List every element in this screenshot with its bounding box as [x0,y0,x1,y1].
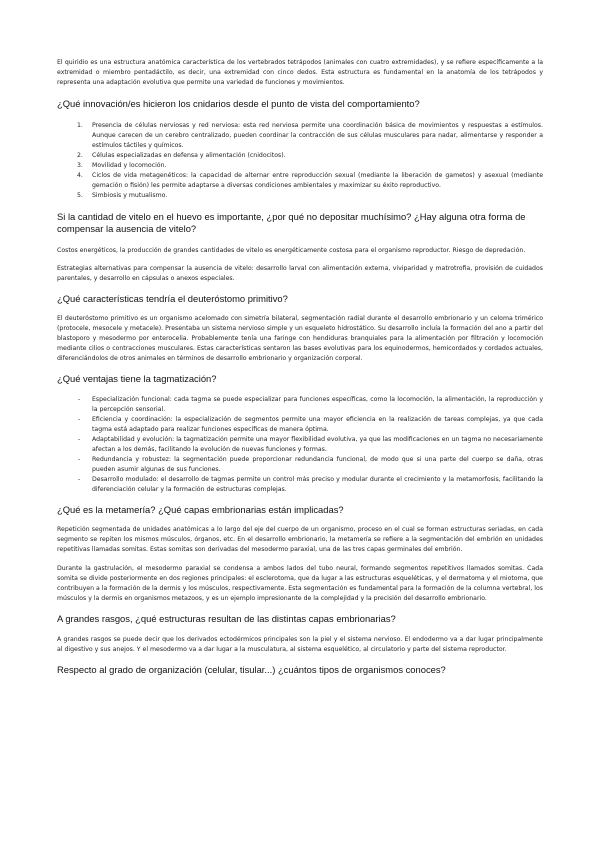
list-item: - Adaptabilidad y evolución: la tagmatización permite una mayor flexibilidad evolutiva, ya que las modificaciones en un tagma no necesariamente afectan a los demás, facilitando la evolución de nuevas funciones y formas. [78,435,543,453]
metameria-paragraph-1: Repetición segmentada de unidades anatómicas a lo largo del eje del cuerpo de un organismo, proceso en el cual se forman estructuras seriadas, en cada segmento se repiten los mismos músculos, órganos, etc. En el desarrollo embrionario, la metamería se refiere a la segmentación del embrión en unidades repetitivas llamadas somitas. Estas somitas son derivadas del mesodermo paraxial, una de las tres capas germinales del embrión. [57,526,543,553]
metameria-paragraph-2: Durante la gastrulación, el mesodermo paraxial se condensa a ambos lados del tubo neural, formando segmentos repetitivos llamados somitas. Cada somita se divide posteriormente en dos regiones principales: el esclerotoma, que da lugar a las estructuras esqueléticas, y el dermatoma y el miotoma, que contribuyen a la formación de la dermis y los músculos, respectivamente. Esta segmentación es fundamental para la formación de la columna vertebral, los músculos y la dermis en organismos metazoos, y es un ejemplo impresionante de la complejidad y la precisión del desarrollo embrionario. [57,565,543,602]
list-item: - Especialización funcional: cada tagma se puede especializar para funciones específicas, como la locomoción, la alimentación, la reproducción y la percepción sensorial. [78,395,543,413]
question-tagmatizacion: ¿Qué ventajas tiene la tagmatización? [57,373,217,384]
list-item: 3. Movilidad y locomoción. [77,161,167,169]
question-metameria: ¿Qué es la metamería? ¿Qué capas embrionarias están implicadas? [57,503,344,515]
cnidarios-list [57,121,543,201]
question-vitelo: Si la cantidad de vitelo en el huevo es importante, ¿por qué no depositar muchísimo? ¿Hay alguna otra forma de compensar la ausencia de vitelo? [57,210,526,234]
list-item: 1. Presencia de células nerviosas y red nerviosa: esta red nerviosa permite una coordinación básica de movimientos y respuestas a estímulos. Aunque carecen de un cerebro centralizado, pueden coordinar la contracción de sus células musculares para nadar, alimentarse y responder a estímulos táctiles y químicos. [77,121,543,149]
intro-paragraph: El quiridio es una estructura anatómica característica de los vertebrados tetrápodos (animales con cuatro extremidades), y se refiere específicamente a la extremidad o miembro pentadáctilo, es decir, una extremidad con cinco dedos. Esta estructura es fundamental en la anatomía de los tetrápodos y representa una adaptación evolutiva que permite una variedad de funciones y movimientos. [57,59,543,86]
list-item: - Desarrollo modulado: el desarrollo de tagmas permite un control más preciso y modular durante el crecimiento y la metamorfosis, facilitando la diferenciación celular y la formación de estructuras complejas. [78,475,543,493]
tagmatizacion-list [57,395,543,495]
question-capas-embrionarias: A grandes rasgos, ¿qué estructuras resultan de las distintas capas embrionarias? [57,613,396,624]
list-item: - Eficiencia y coordinación: la especialización de segmentos permite una mayor eficiencia en la realización de tareas complejas, ya que cada tagma está adaptado para realizar funciones específicas de manera óptima. [78,415,543,433]
list-item: 4. Ciclos de vida metagenéticos: la capacidad de alternar entre reproducción sexual (mediante la liberación de gametos) y asexual (mediante gemación o fisión) les permite adaptarse a diversas condiciones ambientales y maximizar su éxito reproductivo. [77,171,543,189]
vitelo-paragraph-1: Costos energéticos, la producción de grandes cantidades de vitelo es energéticamente costosa para el organismo reproductor. Riesgo de depredación. [57,246,526,254]
capas-embrionarias-paragraph: A grandes rasgos se puede decir que los derivados ectodérmicos principales son la piel y el sistema nervioso. El endodermo va a dar lugar principalmente al digestivo y sus anejos. Y el mesodermo va a dar lugar a la musculatura, al sistema esquelético, al circulatorio y parte del sistema reproductor. [57,635,543,653]
list-item: - Redundancia y robustez: la segmentación puede proporcionar redundancia funcional, de modo que si una parte del cuerpo se daña, otras pueden asumir algunas de sus funciones. [78,455,543,473]
vitelo-paragraph-2: Estrategias alternativas para compensar la ausencia de vitelo: desarrollo larval con alimentación externa, viviparidad y matrotrofia, provisión de cuidados parentales, y desarrollo en cápsulas o anexos especiales. [57,264,543,282]
document-body [57,58,543,676]
list-item: 5. Simbiosis y mutualismo. [77,191,168,199]
question-organizacion: Respecto al grado de organización (celular, tisular...) ¿cuántos tipos de organismos conoces? [57,663,446,675]
question-cnidarios: ¿Qué innovación/es hicieron los cnidarios desde el punto de vista del comportamiento? [57,98,420,109]
question-deuterostomo: ¿Qué características tendría el deuteróstomo primitivo? [57,292,288,304]
deuterostomo-paragraph: El deuteróstomo primitivo es un organismo acelomado con simetría bilateral, segmentación radial durante el desarrollo embrionario y un celoma trimérico (protocele, mesocele y metacele). Presentaba un sistema nervioso simple y un esqueleto hidrostático. Su desarrollo incluía la formación del ano a partir del blastoporo y mesodermo por enterocelia. Probablemente tenía una faringe con hendiduras branquiales para la alimentación por filtración y locomoción mediante cilios o contracciones musculares. Estas características sentaron las bases evolutivas para los equinodermos, hemicordados y cordados actuales, diferenciándolos de otros animales en términos de desarrollo embrionario y organización corporal. [57,315,543,362]
list-item: 2. Células especializadas en defensa y alimentación (cnidocitos). [77,151,286,159]
